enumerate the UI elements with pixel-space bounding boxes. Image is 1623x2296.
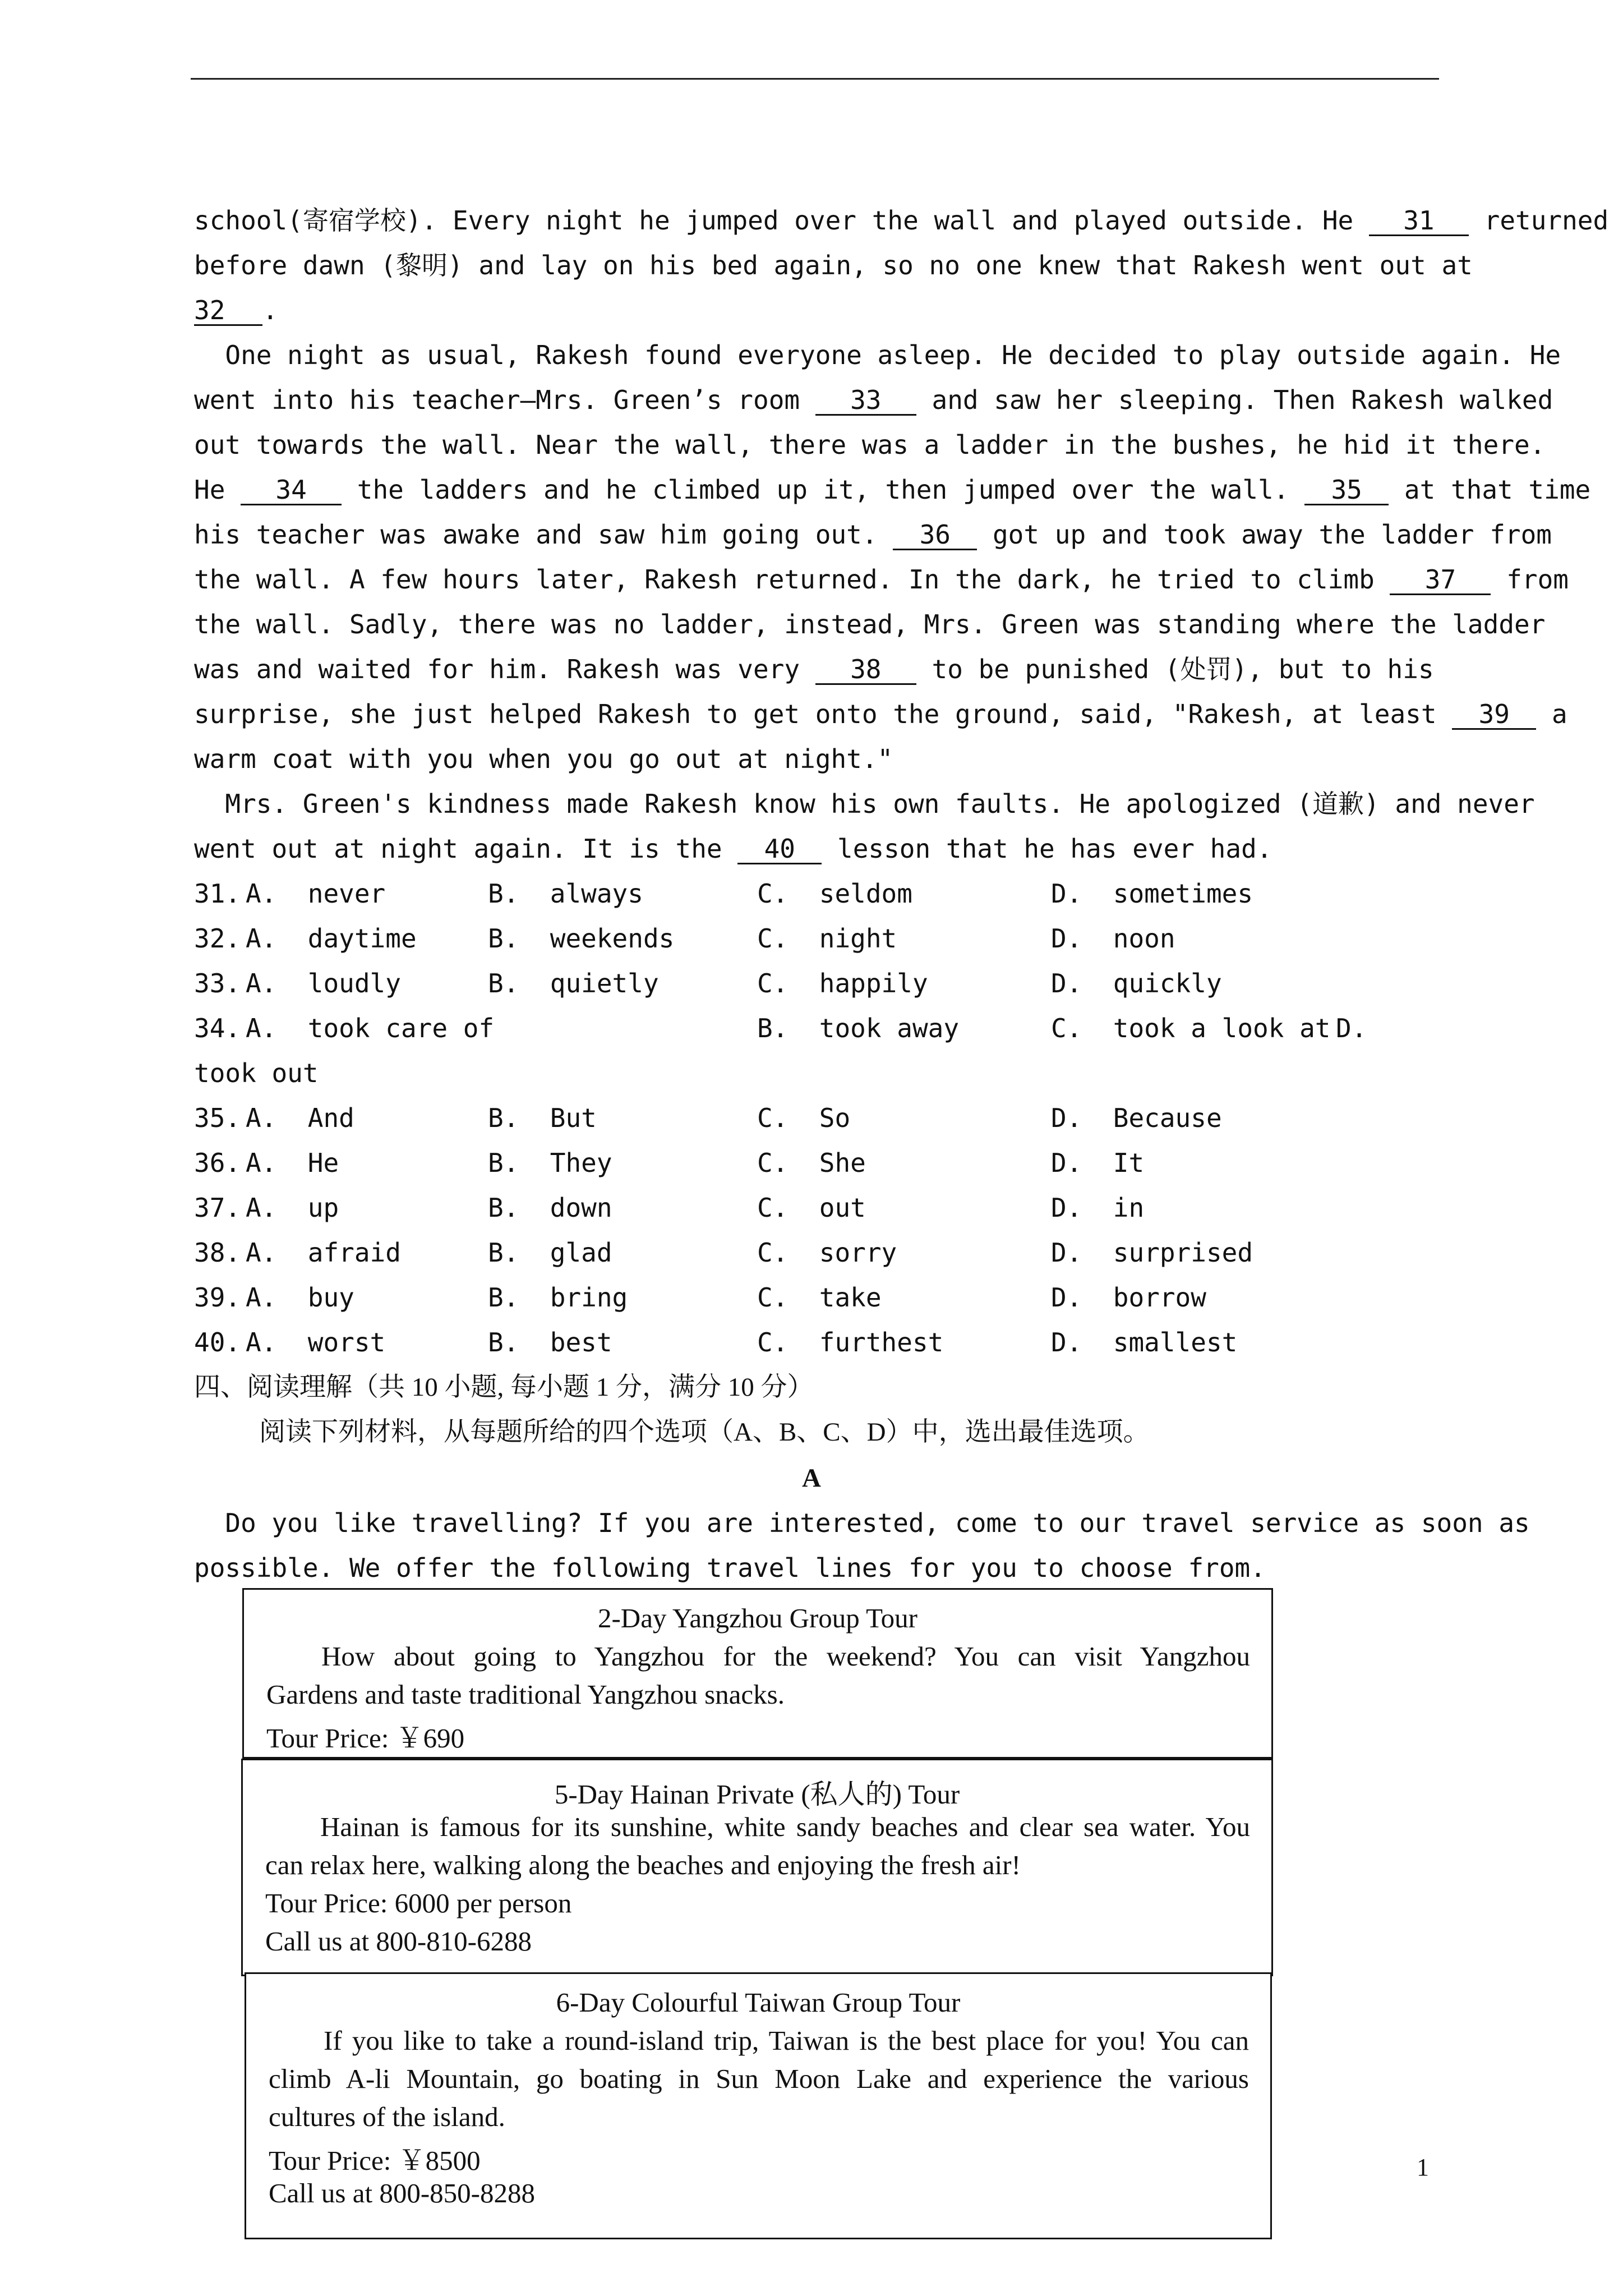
question-number: 40. — [194, 1327, 241, 1358]
intro-line: possible. We offer the following travel lines for you to choose from. — [194, 1553, 1266, 1583]
option-a: A. never — [246, 878, 386, 909]
passage-text: the wall. Sadly, there was no ladder, instead, Mrs. Green was standing where the ladder — [194, 609, 1546, 639]
option-a: A. And — [246, 1103, 354, 1133]
option-a: A. took care of — [246, 1013, 495, 1043]
passage-text: went out at night again. It is the — [194, 834, 722, 864]
option-a: A. worst — [246, 1327, 386, 1358]
option-b: B. quietly — [488, 968, 659, 999]
option-b: B. They — [488, 1148, 612, 1178]
option-d: D. It — [1051, 1148, 1145, 1178]
tour-description: climb A-li Mountain, go boating in Sun Moon Lake and experience the various — [269, 2063, 1249, 2094]
blank-32: 32 — [194, 296, 262, 326]
tour-card-hainan — [241, 1759, 1273, 1976]
passage-line — [194, 742, 893, 776]
blank-37: 37 — [1390, 565, 1491, 595]
option-c: C. So — [757, 1103, 851, 1133]
passage-text: warm coat with you when you go out at night." — [194, 744, 893, 774]
page-number: 1 — [1417, 2154, 1429, 2181]
option-d: D. noon — [1051, 923, 1175, 954]
option-b: B. down — [488, 1193, 612, 1223]
tour-description: Gardens and taste traditional Yangzhou snacks. — [266, 1679, 785, 1710]
passage-line — [194, 787, 1535, 821]
tour-card-yangzhou — [242, 1588, 1273, 1759]
tour-description: If you like to take a round-island trip, Taiwan is the best place for you! You can — [324, 2025, 1249, 2056]
option-b: B. bring — [488, 1282, 628, 1313]
option-c: C. She — [757, 1148, 866, 1178]
tour-description: cultures of the island. — [269, 2101, 505, 2132]
passage-line — [194, 608, 1545, 641]
passage-line — [194, 697, 1567, 731]
option-d: D. smallest — [1051, 1327, 1238, 1358]
passage-text: school(寄宿学校). Every night he jumped over the wall and played outside. He — [194, 205, 1354, 236]
tour-price: Tour Price: ￥690 — [266, 1723, 465, 1754]
passage-text: He — [194, 475, 225, 505]
passage-line — [194, 338, 1561, 372]
passage-text: Mrs. Green's kindness made Rakesh know his own faults. He apologized (道歉) and never — [194, 789, 1535, 819]
passage-text: was and waited for him. Rakesh was very — [194, 654, 800, 684]
option-c: C. happily — [757, 968, 928, 999]
option-a: A. buy — [246, 1282, 354, 1313]
option-b: B. took away — [757, 1013, 960, 1043]
passage-text: got up and took away the ladder from — [992, 519, 1552, 550]
tour-title: 5-Day Hainan Private (私人的) Tour — [554, 1779, 960, 1810]
option-c: C. furthest — [757, 1327, 944, 1358]
passage-line — [194, 473, 1590, 507]
option-d: D. surprised — [1051, 1237, 1253, 1268]
passage-line — [194, 204, 1608, 237]
passage-text: before dawn (黎明) and lay on his bed again, so no one knew that Rakesh went out at — [194, 250, 1473, 280]
option-d: D. quickly — [1051, 968, 1222, 999]
option-a: A. up — [246, 1193, 339, 1223]
passage-line — [194, 428, 1545, 462]
passage-line: 32 . — [194, 295, 278, 325]
option-c: C. took a look at — [1051, 1013, 1331, 1043]
option-b: B. But — [488, 1103, 597, 1133]
blank-33: 33 — [815, 386, 916, 416]
option-c: C. out — [757, 1193, 866, 1223]
tour-title: 6-Day Colourful Taiwan Group Tour — [556, 1987, 961, 2018]
blank-38: 38 — [815, 655, 916, 685]
passage-text: his teacher was awake and saw him going out. — [194, 519, 878, 550]
section-heading: 四、阅读理解（共 10 小题, 每小题 1 分，满分 10 分） — [194, 1373, 814, 1402]
passage-text: went into his teacher—Mrs. Green’s room — [194, 385, 800, 415]
option-d: D. Because — [1051, 1103, 1222, 1133]
option-d: D. borrow — [1051, 1282, 1206, 1313]
passage-text: the wall. A few hours later, Rakesh returned. In the dark, he tried to climb — [194, 564, 1375, 595]
header-rule — [191, 78, 1439, 80]
passage-text: the ladders and he climbed up it, then jumped over the wall. — [357, 475, 1289, 505]
option-b: B. glad — [488, 1237, 612, 1268]
tour-description: How about going to Yangzhou for the weekend? You can visit Yangzhou — [321, 1641, 1250, 1672]
question-number: 39. — [194, 1282, 241, 1313]
passage-line — [194, 249, 1473, 282]
intro-line: Do you like travelling? If you are interested, come to our travel service as soon as — [194, 1508, 1530, 1538]
blank-31: 31 — [1369, 206, 1469, 236]
passage-line — [194, 832, 1272, 866]
passage-text: out towards the wall. Near the wall, there was a ladder in the bushes, he hid it there. — [194, 430, 1546, 460]
option-b: B. weekends — [488, 923, 675, 954]
passage-line — [194, 563, 1569, 596]
passage-text: a — [1551, 699, 1567, 729]
blank-40: 40 — [737, 835, 822, 864]
passage-text: at that time — [1404, 475, 1591, 505]
option-d: D. — [1336, 1013, 1367, 1043]
option-a: A. He — [246, 1148, 339, 1178]
tour-description: can relax here, walking along the beaches and enjoying the fresh air! — [265, 1849, 1021, 1880]
option-b: B. always — [488, 878, 643, 909]
question-number: 31. — [194, 878, 241, 909]
passage-line — [194, 652, 1434, 686]
tour-price: Tour Price: ￥8500 — [269, 2145, 481, 2176]
option-c: C. take — [757, 1282, 882, 1313]
question-number: 38. — [194, 1237, 241, 1268]
option-a: A. afraid — [246, 1237, 401, 1268]
passage-line — [194, 383, 1553, 417]
passage-text: and saw her sleeping. Then Rakesh walked — [932, 385, 1553, 415]
blank-39: 39 — [1452, 700, 1536, 730]
option-c: C. night — [757, 923, 897, 954]
passage-text: returned — [1484, 205, 1609, 236]
question-number: 33. — [194, 968, 241, 999]
passage-text: to be punished (处罚), but to his — [932, 654, 1434, 684]
option-a: A. daytime — [246, 923, 417, 954]
passage-text: from — [1506, 564, 1569, 595]
tour-card-taiwan — [245, 1972, 1272, 2239]
passage-text: surprise, she just helped Rakesh to get onto the ground, said, "Rakesh, at least — [194, 699, 1437, 729]
option-b: B. best — [488, 1327, 612, 1358]
option-d-wrapped: took out — [194, 1058, 319, 1088]
question-number: 35. — [194, 1103, 241, 1133]
option-c: C. sorry — [757, 1237, 897, 1268]
option-d: D. in — [1051, 1193, 1145, 1223]
question-number: 36. — [194, 1148, 241, 1178]
question-number: 37. — [194, 1193, 241, 1223]
option-c: C. seldom — [757, 878, 912, 909]
section-instruction: 阅读下列材料，从每题所给的四个选项（A、B、C、D）中，选出最佳选项。 — [259, 1418, 1150, 1447]
question-number: 32. — [194, 923, 241, 954]
passage-line — [194, 518, 1552, 551]
tour-phone: Call us at 800-850-8288 — [269, 2178, 535, 2208]
blank-35: 35 — [1304, 476, 1389, 505]
passage-text: lesson that he has ever had. — [837, 834, 1272, 864]
question-number: 34. — [194, 1013, 241, 1043]
blank-34: 34 — [241, 476, 342, 505]
part-label: A — [802, 1464, 821, 1493]
option-a: A. loudly — [246, 968, 401, 999]
tour-phone: Call us at 800-810-6288 — [265, 1926, 532, 1957]
passage-text: One night as usual, Rakesh found everyone asleep. He decided to play outside again. He — [194, 340, 1561, 370]
blank-36: 36 — [893, 521, 977, 550]
option-d: D. sometimes — [1051, 878, 1253, 909]
tour-description: Hainan is famous for its sunshine, white sandy beaches and clear sea water. You — [320, 1811, 1250, 1842]
tour-title: 2-Day Yangzhou Group Tour — [597, 1603, 917, 1634]
tour-price: Tour Price: 6000 per person — [265, 1888, 572, 1918]
